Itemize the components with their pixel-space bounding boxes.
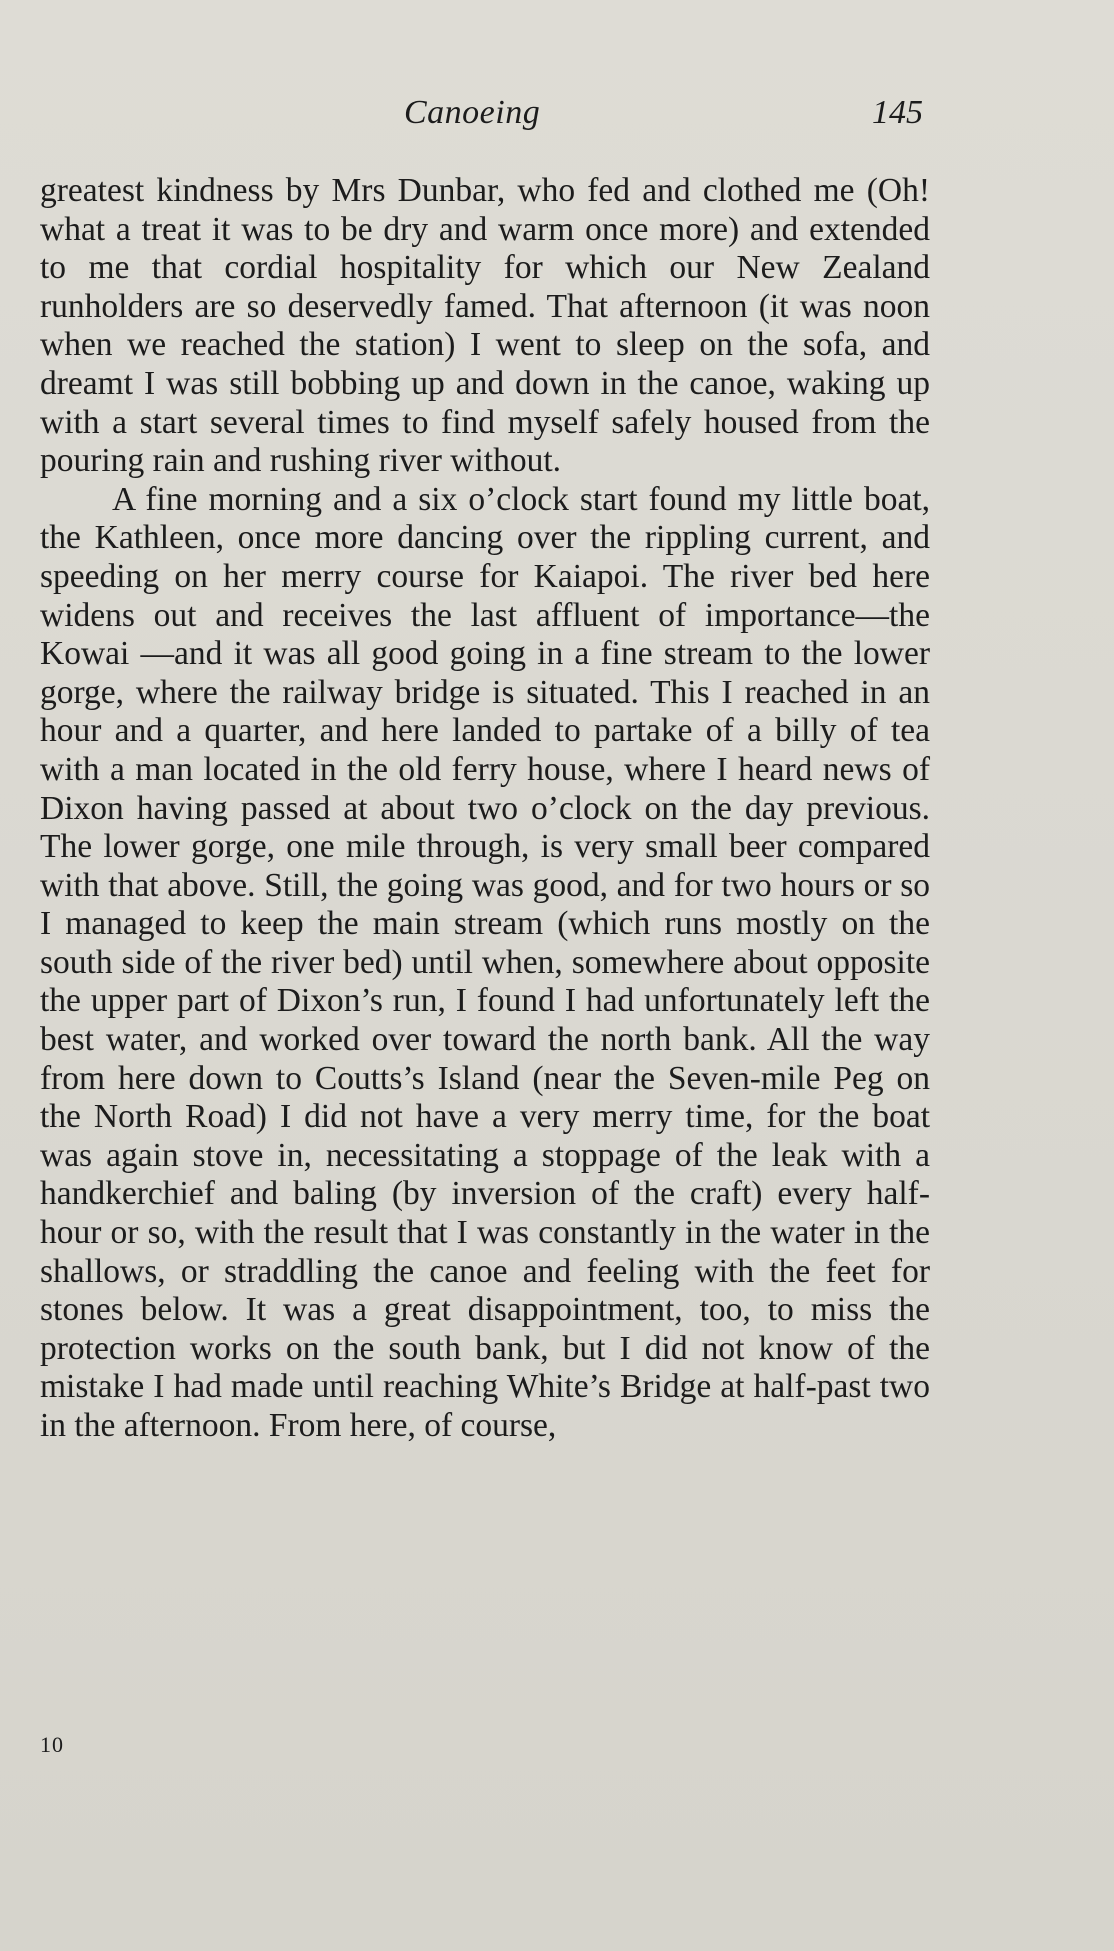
body-text [40, 172, 930, 1446]
signature-mark: 10 [40, 1732, 64, 1757]
running-title: Canoeing [404, 94, 541, 131]
paragraph-2: A fine morning and a six o’clock start found my little boat, the Kathleen, once more dancing over the rippling current, and speeding on her merry course for Kaiapoi. The river bed here widens out and receives the last affluent of importance—the Kowai —and it was all good going in a fine stream to the lower gorge, where the railway bridge is situated. This I reached in an hour and a quarter, and here landed to partake of a billy of tea with a man located in the old ferry house, where I heard news of Dixon having passed at about two o’clock on the day previous. The lower gorge, one mile through, is very small beer compared with that above. Still, the going was good, and for two hours or so I managed to keep the main stream (which runs mostly on the south side of the river bed) until when, somewhere about opposite the upper part of Dixon’s run, I found I had unfortunately left the best water, and worked over toward the north bank. All the way from here down to Coutts’s Island (near the Seven-mile Peg on the North Road) I did not have a very merry time, for the boat was again stove in, necessitating a stoppage of the leak with a handkerchief and baling (by inversion of the craft) every half-hour or so, with the result that I was constantly in the water in the shallows, or straddling the canoe and feeling with the feet for stones below. It was a great disappointment, too, to miss the protection works on the south bank, but I did not know of the mistake I had made until reaching White’s Bridge at half-past two in the afternoon. From here, of course, [40, 480, 930, 1444]
page-number: 145 [872, 94, 923, 131]
running-head [0, 94, 1114, 142]
paragraph-1: greatest kindness by Mrs Dunbar, who fed and clothed me (Oh! what a treat it was to be dry and warm once more) and extended to me that cordial hospitality for which our New Zealand runholders are so deservedly famed. That afternoon (it was noon when we reached the station) I went to sleep on the sofa, and dreamt I was still bobbing up and down in the canoe, waking up with a start several times to find myself safely housed from the pouring rain and rushing river without. [40, 172, 930, 480]
